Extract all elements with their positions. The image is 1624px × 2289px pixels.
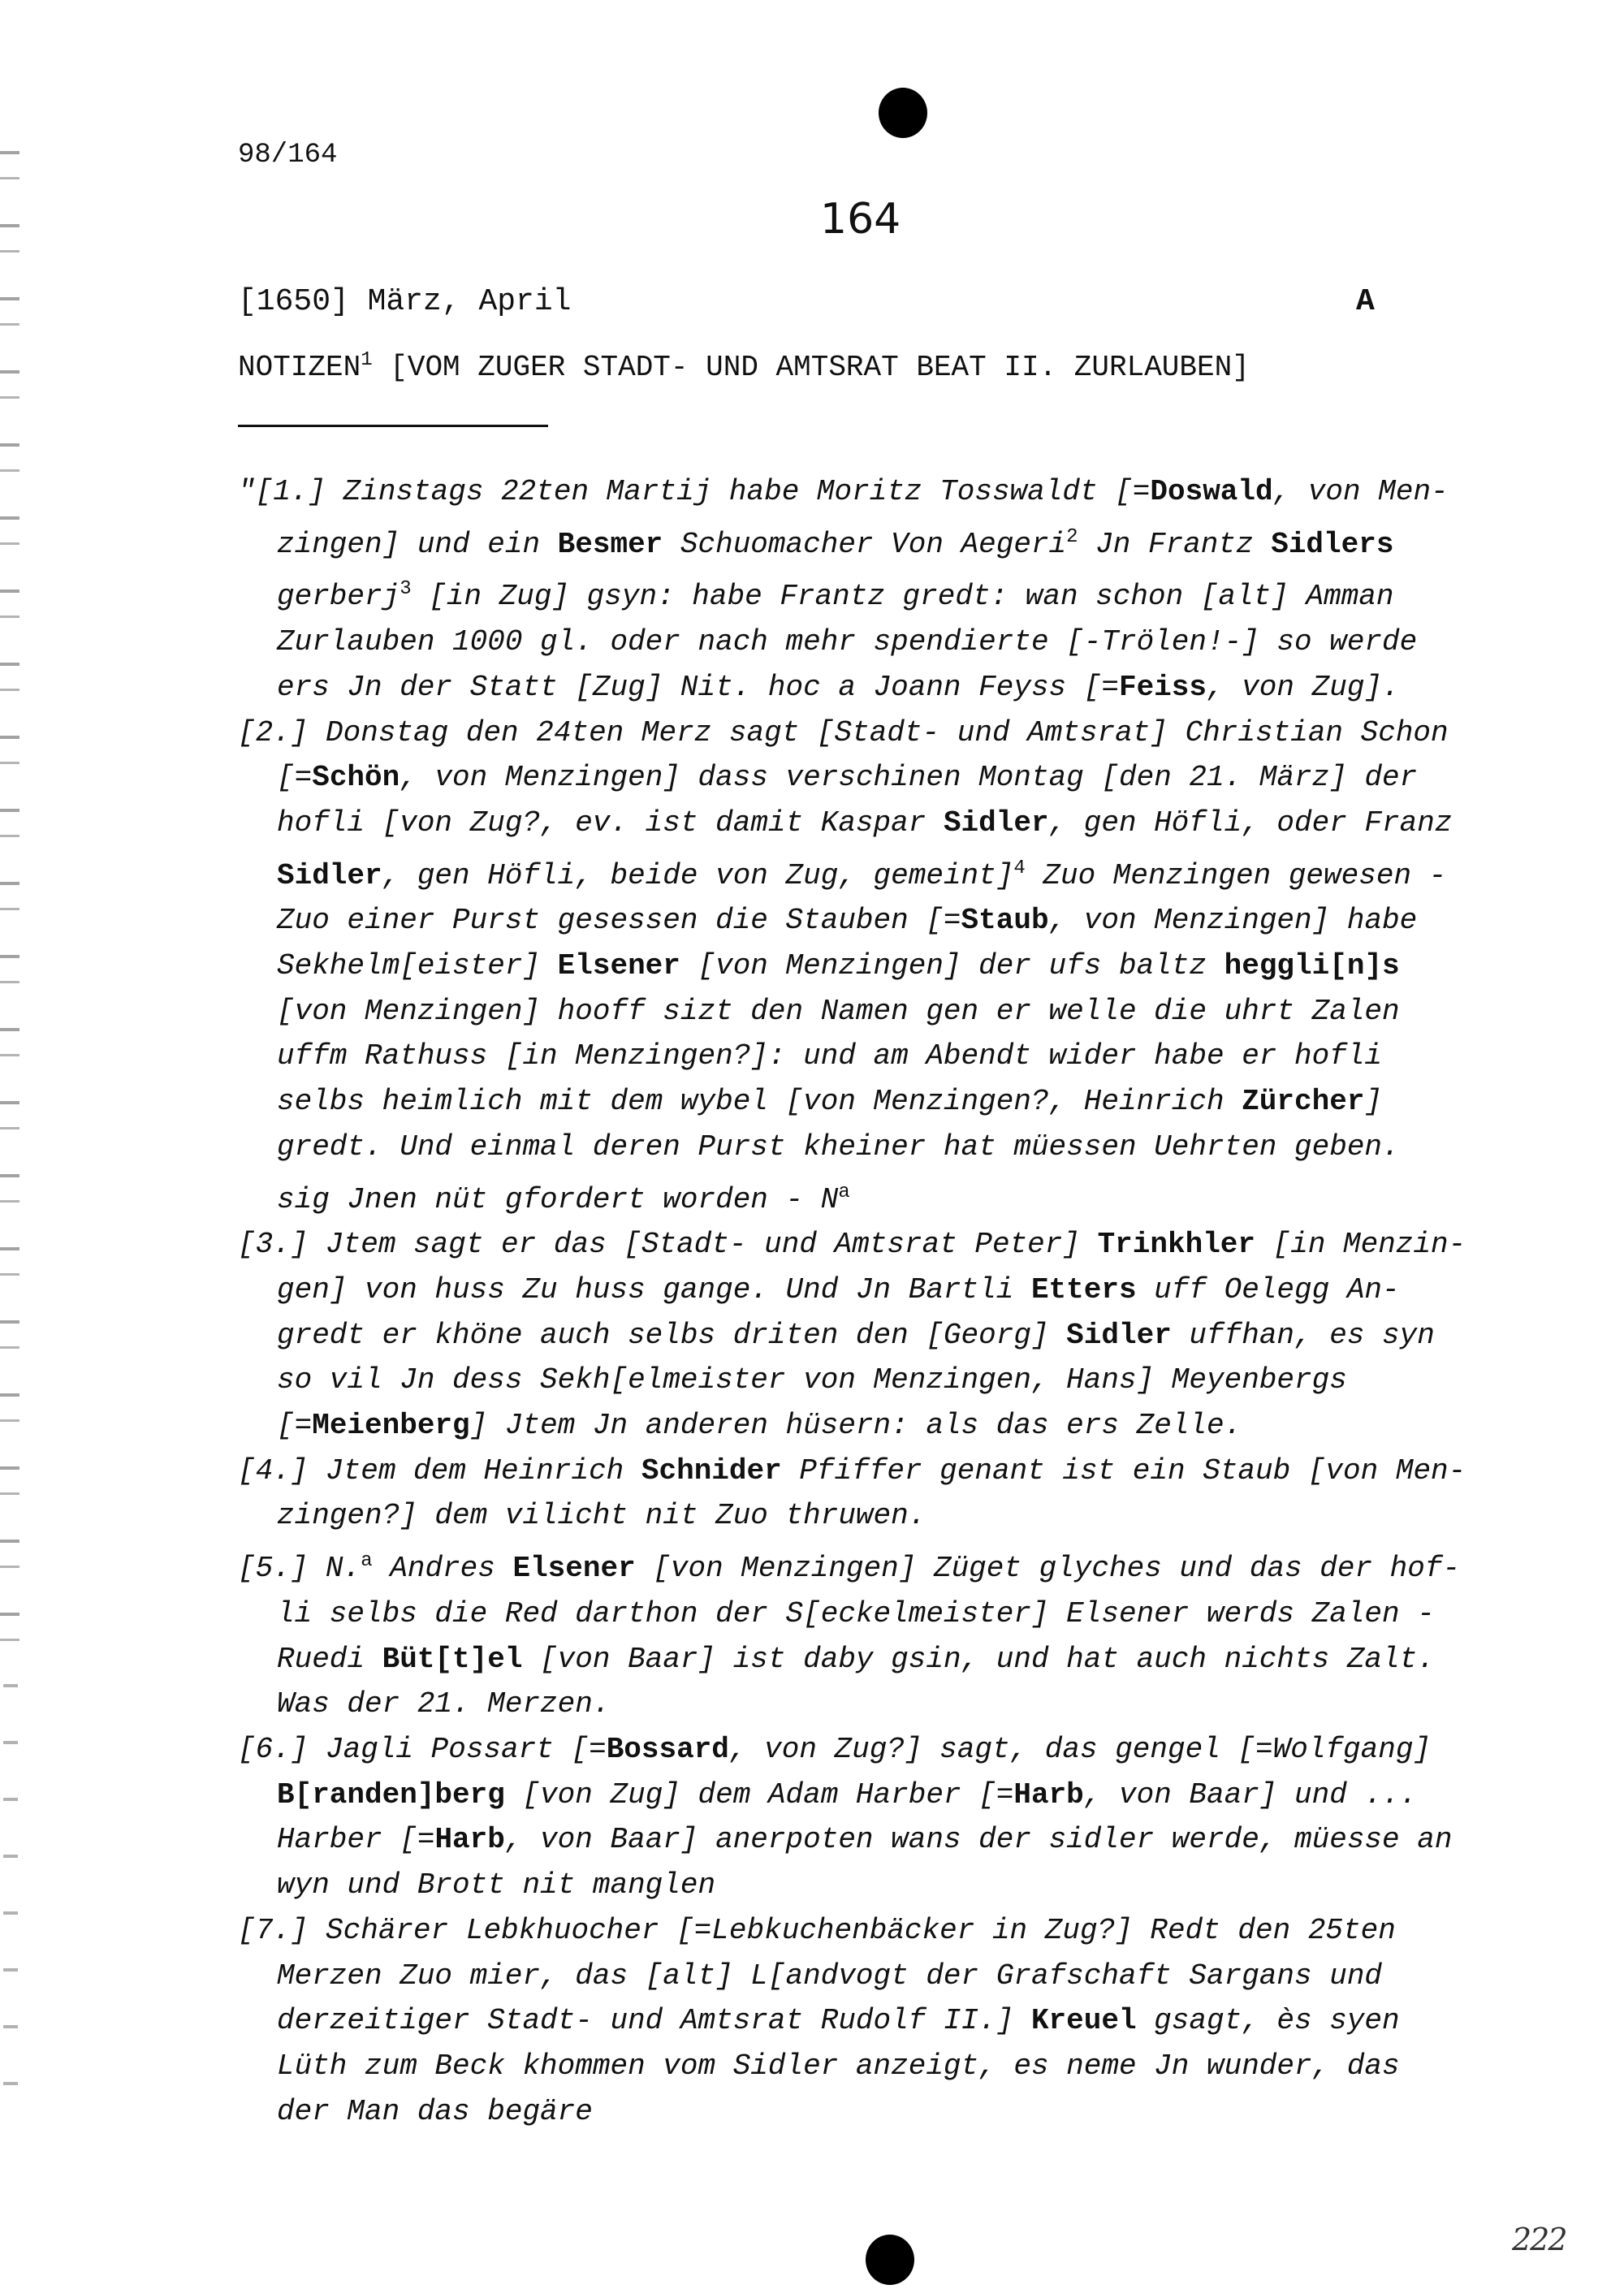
note-line: Sidler, gen Höfli, beide von Zug, gemeint]$^4$ Zuo Menzingen gewesen -	[277, 857, 1447, 892]
note-entry	[238, 1908, 1488, 2135]
name-bold: Sidlers	[1271, 527, 1394, 561]
note-entry	[238, 1222, 1488, 1449]
name-bold: Sidler	[943, 805, 1049, 840]
name-bold: B[randen]berg	[277, 1777, 505, 1812]
archive-reference: 98/164	[238, 140, 338, 171]
note-line: [von Menzingen] hooff sizt den Namen gen er welle die uhrt Zalen	[277, 994, 1400, 1028]
note-line: [4.] Jtem dem Heinrich Schnider Pfiffer genant ist ein Staub [von Men-	[238, 1453, 1466, 1488]
notes-list	[238, 469, 1488, 2134]
note-line: "[1.] Zinstags 22ten Martij habe Moritz Tosswaldt [=Doswald, von Men-	[238, 475, 1449, 508]
name-bold: Elsener	[512, 1552, 636, 1586]
name-bold: Bossard	[606, 1732, 729, 1766]
page-number: 164	[820, 195, 901, 244]
footnote-ref: 4	[1013, 857, 1026, 879]
name-bold: Harb	[1013, 1777, 1084, 1812]
footnote-ref: a	[838, 1181, 850, 1203]
note-line: uffm Rathuss [in Menzingen?]: und am Abendt wider habe er hofli	[277, 1039, 1383, 1073]
name-bold: Schnider	[641, 1453, 782, 1488]
note-line: Harber [=Harb, von Baar] anerpoten wans der sidler werde, müesse an	[277, 1823, 1453, 1857]
note-line: der Man das begäre	[277, 2094, 593, 2128]
title-text: NOTIZEN	[238, 351, 361, 384]
note-line: li selbs die Red darthon der S[eckelmeister] Elsener werds Zalen -	[277, 1596, 1435, 1630]
footnote-ref: a	[361, 1550, 373, 1573]
note-line: Zuo einer Purst gesessen die Stauben [=Staub, von Menzingen] habe	[277, 904, 1418, 938]
footnote-ref: 2	[1066, 525, 1078, 548]
name-bold: Sidler	[277, 858, 382, 892]
name-bold: Staub	[961, 904, 1049, 938]
note-line: zingen] und ein Besmer Schuomacher Von Aegeri$^2$ Jn Frantz Sidlers	[277, 525, 1394, 561]
note-line: B[randen]berg [von Zug] dem Adam Harber [=Harb, von Baar] und ...	[277, 1777, 1418, 1812]
note-line: Zurlauben 1000 gl. oder nach mehr spendierte [-Trölen!-] so werde	[277, 625, 1418, 659]
note-line: sig Jnen nüt gfordert worden - $N^a$	[277, 1181, 850, 1216]
note-entry	[238, 1539, 1488, 1727]
note-line: derzeitiger Stadt- und Amtsrat Rudolf II.] Kreuel gsagt, ès syen	[277, 2004, 1400, 2038]
name-bold: Schön	[312, 761, 400, 795]
note-line: zingen?] dem vilicht nit Zuo thruwen.	[277, 1499, 926, 1533]
title-divider	[238, 425, 548, 427]
note-line: gredt. Und einmal deren Purst kheiner hat müessen Uehrten geben.	[277, 1129, 1400, 1164]
note-line: [=Meienberg] Jtem Jn anderen hüsern: als das ers Zelle.	[277, 1409, 1242, 1443]
note-line: Lüth zum Beck khommen vom Sidler anzeigt, es neme Jn wunder, das	[277, 2049, 1400, 2083]
name-bold: Harb	[434, 1823, 505, 1857]
note-line: hofli [von Zug?, ev. ist damit Kaspar Sidler, gen Höfli, oder Franz	[277, 805, 1453, 840]
note-line: [=Schön, von Menzingen] dass verschinen Montag [den 21. März] der	[277, 761, 1418, 795]
note-entry	[238, 710, 1488, 1223]
title-footnote-ref: 1	[361, 349, 373, 371]
note-entry	[238, 1727, 1488, 1908]
name-bold: Zürcher	[1242, 1085, 1365, 1119]
name-bold: Kreuel	[1030, 2004, 1137, 2038]
name-bold: Elsener	[557, 949, 680, 983]
scan-edge-marks	[0, 130, 19, 1656]
section-marker: A	[1356, 284, 1375, 319]
name-bold: Etters	[1030, 1272, 1137, 1306]
punch-hole-bottom	[866, 2235, 914, 2285]
note-line: gen] von huss Zu huss gange. Und Jn Bartli Etters uff Oelegg An-	[277, 1272, 1400, 1306]
scan-edge-marks-lower	[3, 1656, 18, 2111]
document-date: [1650] März, April	[238, 284, 572, 319]
note-line: [3.] Jtem sagt er das [Stadt- und Amtsrat Peter] Trinkhler [in Menzin-	[238, 1228, 1466, 1262]
note-line: selbs heimlich mit dem wybel [von Menzingen?, Heinrich Zürcher]	[277, 1085, 1383, 1119]
note-line: [7.] Schärer Lebkhuocher [=Lebkuchenbäcker in Zug?] Redt den 25ten	[238, 1913, 1396, 1947]
name-bold: Meienberg	[312, 1409, 470, 1443]
name-bold: Trinkhler	[1097, 1228, 1256, 1262]
note-line: [2.] Donstag den 24ten Merz sagt [Stadt- und Amtsrat] Christian Schon	[238, 715, 1449, 749]
note-line: [5.] N.$^a$ Andres Elsener [von Menzingen] Züget glyches und das der hof-	[238, 1550, 1461, 1586]
punch-hole-top	[879, 88, 927, 138]
note-line: Was der 21. Merzen.	[277, 1687, 611, 1721]
note-line: Ruedi Büt[t]el [von Baar] ist daby gsin, und hat auch nichts Zalt.	[277, 1642, 1435, 1676]
document-title	[238, 349, 1250, 384]
name-bold: Besmer	[557, 527, 663, 561]
note-line: Sekhelm[eister] Elsener [von Menzingen] der ufs baltz heggli[n]s	[277, 949, 1400, 983]
note-line: wyn und Brott nit manglen	[277, 1868, 716, 1902]
note-entry	[238, 1449, 1488, 1539]
note-line: Merzen Zuo mier, das [alt] L[andvogt der Grafschaft Sargans und	[277, 1959, 1383, 1993]
note-entry	[238, 469, 1488, 710]
title-rest: [VOM ZUGER STADT- UND AMTSRAT BEAT II. ZURLAUBEN]	[372, 351, 1250, 384]
note-line: so vil Jn dess Sekh[elmeister von Menzingen, Hans] Meyenbergs	[277, 1363, 1347, 1397]
handwritten-folio-number: 222	[1512, 2222, 1566, 2257]
name-bold: Feiss	[1118, 670, 1207, 704]
note-line: gredt er khöne auch selbs driten den [Georg] Sidler uffhan, es syn	[277, 1318, 1435, 1352]
name-bold: Sidler	[1066, 1318, 1172, 1352]
note-line: ers Jn der Statt [Zug] Nit. hoc a Joann Feyss [=Feiss, von Zug].	[277, 670, 1400, 704]
name-bold: Doswald	[1150, 475, 1273, 508]
note-line: [6.] Jagli Possart [=Bossard, von Zug?] sagt, das gengel [=Wolfgang]	[238, 1732, 1432, 1766]
footnote-ref: 3	[400, 578, 412, 601]
name-bold: heggli[n]s	[1224, 949, 1400, 983]
note-line: gerberj$^3$ [in Zug] gsyn: habe Frantz gredt: wan schon [alt] Amman	[277, 578, 1394, 614]
name-bold: Büt[t]el	[382, 1642, 523, 1676]
